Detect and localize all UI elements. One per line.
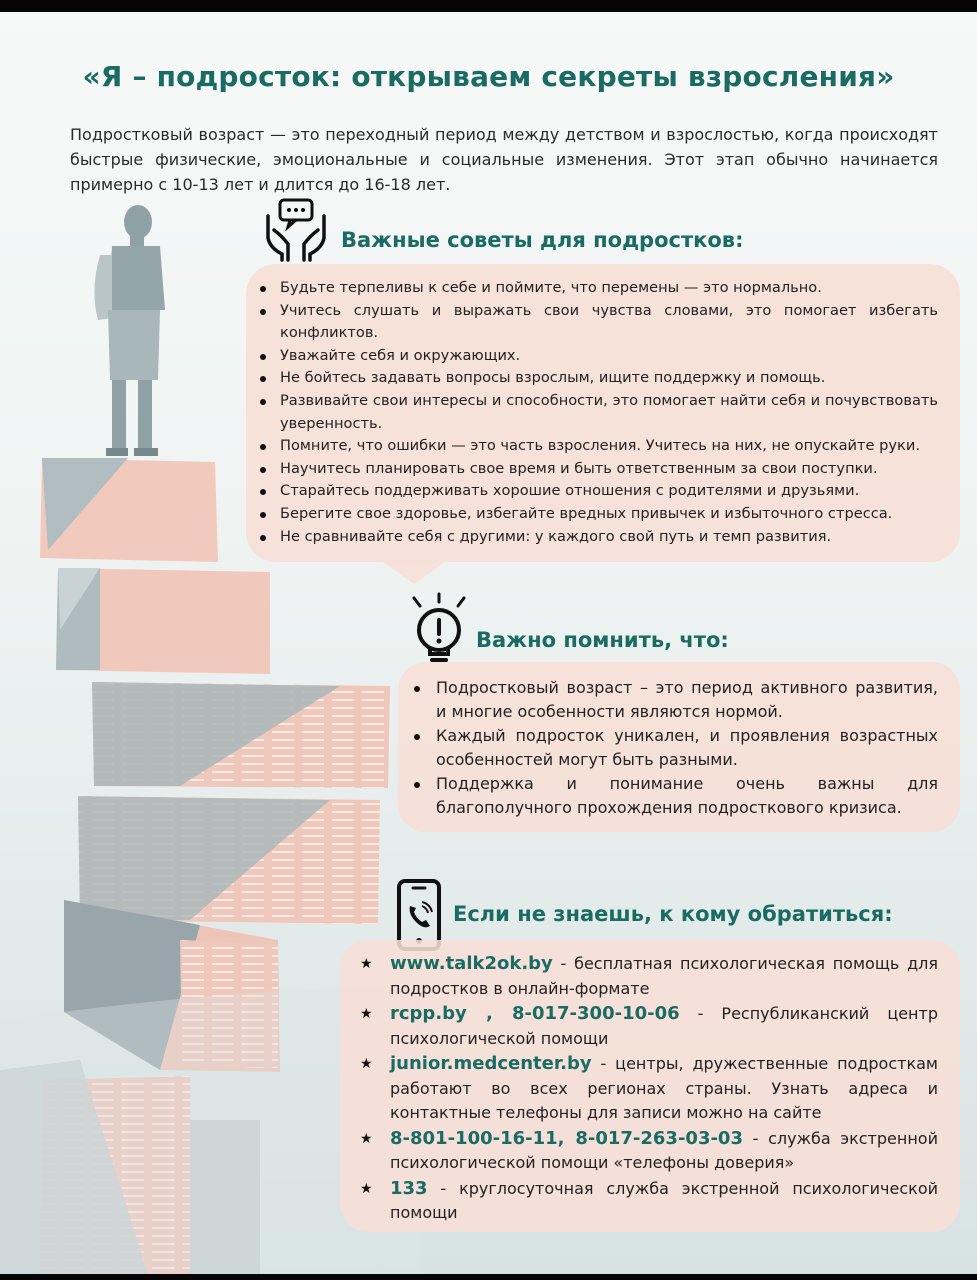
- contact-description: - служба экстренной психологической помощи «телефоны доверия»: [390, 1128, 938, 1172]
- contacts-bubble: [340, 940, 960, 1232]
- list-item: Старайтесь поддерживать хорошие отношения с родителями и друзьями.: [256, 480, 938, 503]
- list-item: Будьте терпеливы к себе и поймите, что перемены — это нормально.: [256, 277, 938, 300]
- contact-item: [360, 952, 938, 1001]
- lightbulb-exclamation-icon: [406, 592, 472, 668]
- contact-description: - бесплатная психологическая помощь для подростков в онлайн-формате: [390, 954, 938, 998]
- list-item: Подростковый возраст – это период активного развития, и многие особенности являются нормой.: [406, 676, 938, 724]
- list-item: Не бойтесь задавать вопросы взрослым, ищите поддержку и помощь.: [256, 367, 938, 390]
- list-item: Каждый подросток уникален, и проявления возрастных особенностей могут быть разными.: [406, 724, 938, 772]
- contact-link[interactable]: rcpp.by , 8-017-300-10-06: [390, 1003, 680, 1024]
- teenager-figure: [94, 205, 165, 456]
- contact-item: [360, 1127, 938, 1176]
- contacts-heading: Если не знаешь, к кому обратиться:: [453, 902, 893, 926]
- contact-phone[interactable]: 8-801-100-16-11, 8-017-263-03-03: [390, 1127, 743, 1149]
- contact-description: - круглосуточная служба экстренной психологической помощи: [390, 1178, 938, 1222]
- contact-description: - Республиканский центр психологической помощи: [390, 1004, 938, 1048]
- contact-link[interactable]: www.talk2ok.by: [390, 953, 553, 974]
- list-item: Берегите свое здоровье, избегайте вредных привычек и избыточного стресса.: [256, 503, 938, 526]
- advice-heading: Важные советы для подростков:: [341, 228, 744, 252]
- remember-heading: Важно помнить, что:: [476, 628, 729, 652]
- contact-link[interactable]: junior.medcenter.by: [390, 1053, 592, 1074]
- advice-list: [256, 277, 938, 548]
- list-item: Научитесь планировать свое время и быть ответственным за свои поступки.: [256, 458, 938, 481]
- intro-paragraph: Подростковый возраст — это переходный период между детством и взрослостью, когда происходят быстрые физические, эмоциональные и социальные изменения. Этот этап обычно начинается примерно с 10-13 лет и длится до 16-18 лет.: [70, 125, 938, 194]
- list-item: Развивайте свои интересы и способности, это помогает найти себя и почувствовать уверенность.: [256, 390, 938, 435]
- top-bar: [0, 0, 977, 12]
- list-item: Уважайте себя и окружающих.: [256, 345, 938, 368]
- bottom-bar: [0, 1274, 977, 1280]
- contact-description: - центры, дружественные подросткам работают во всех регионах страны. Узнать адреса и контактные телефоны для записи можно на сайте: [390, 1054, 938, 1122]
- contact-item: [360, 1177, 938, 1226]
- hands-chat-icon: [262, 196, 330, 264]
- advice-bubble: [246, 264, 960, 562]
- contact-phone[interactable]: 133: [390, 1177, 428, 1199]
- contact-item: [360, 1002, 938, 1051]
- remember-bubble: [398, 662, 960, 832]
- list-item: Помните, что ошибки — это часть взросления. Учитесь на них, не опускайте руки.: [256, 435, 938, 458]
- list-item: Поддержка и понимание очень важны для благополучного прохождения подросткового кризиса.: [406, 772, 938, 820]
- bubble-tail: [380, 560, 448, 584]
- remember-list: [406, 676, 938, 820]
- list-item: Не сравнивайте себя с другими: у каждого свой путь и темп развития.: [256, 526, 938, 549]
- page-title: «Я – подросток: открываем секреты взросления»: [82, 60, 895, 93]
- list-item: Учитесь слушать и выражать свои чувства словами, это помогает избегать конфликтов.: [256, 300, 938, 345]
- contact-item: [360, 1052, 938, 1126]
- contacts-list: [360, 952, 938, 1226]
